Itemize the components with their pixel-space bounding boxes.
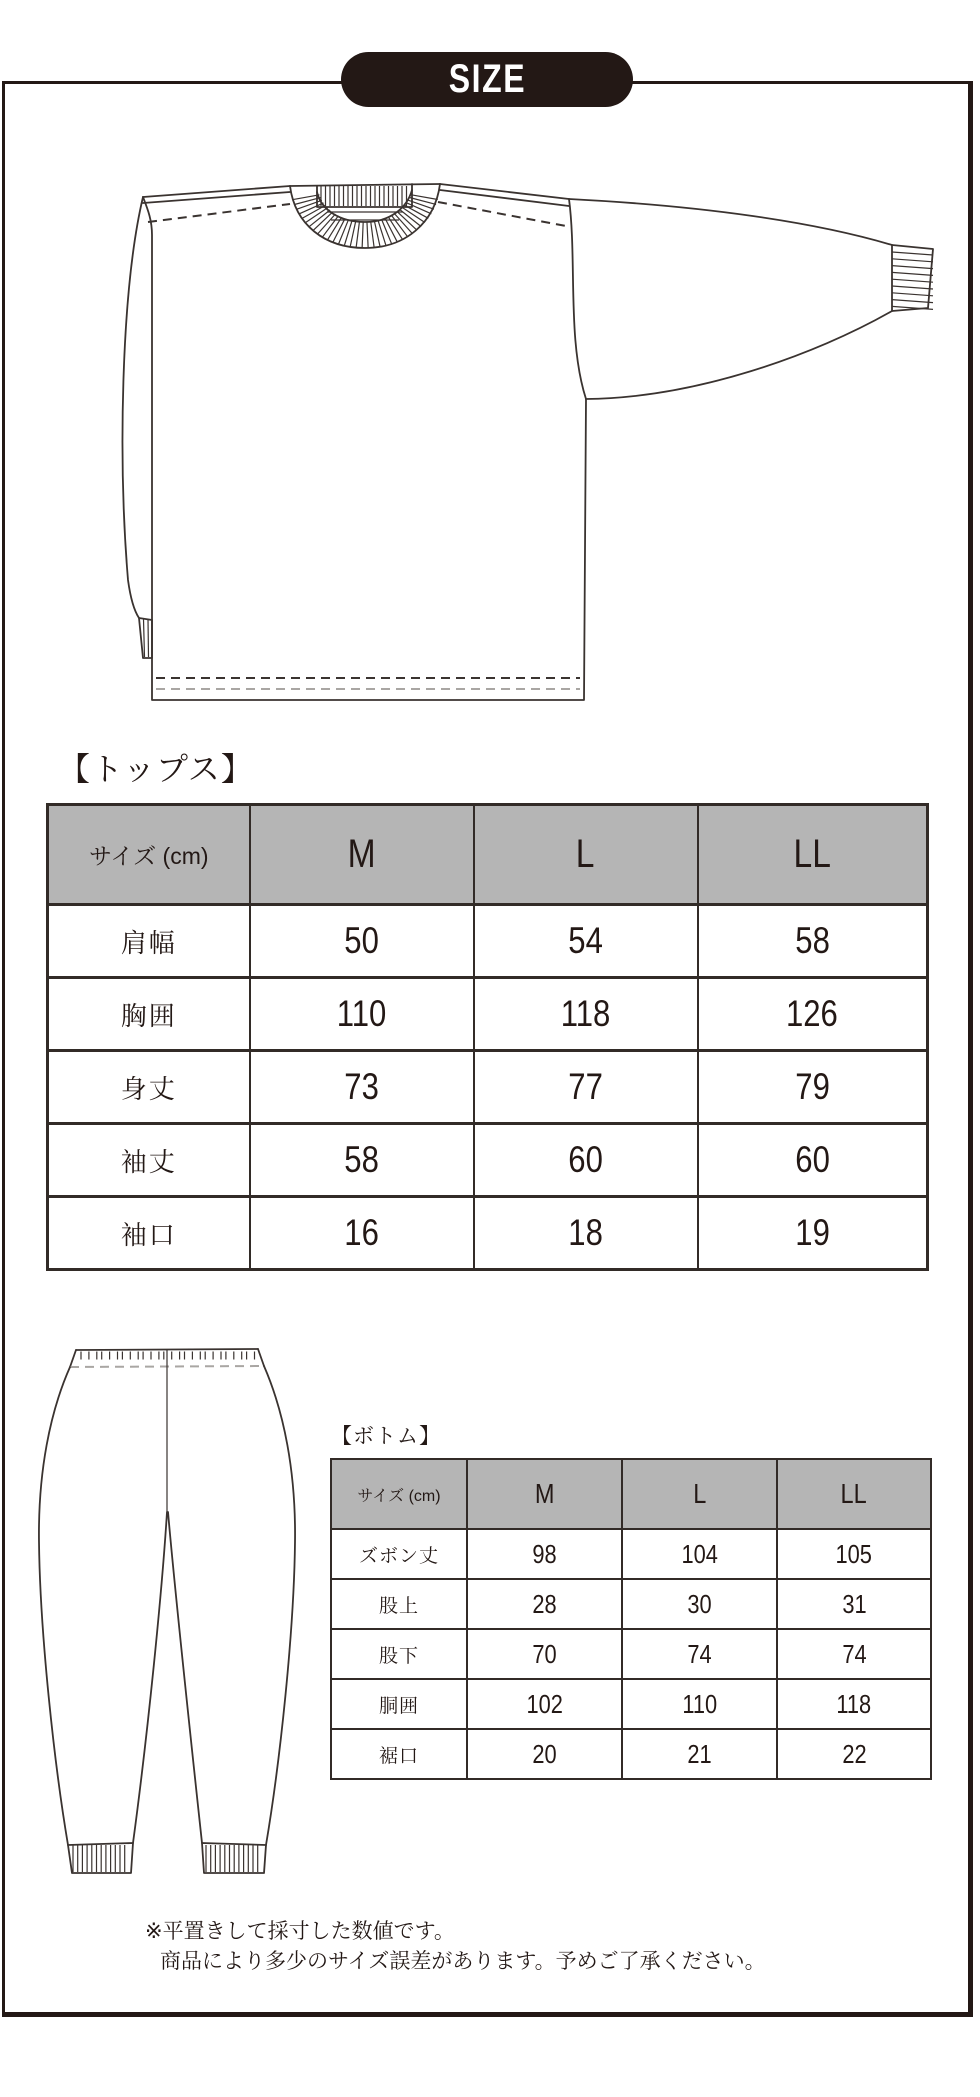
tops-size-table <box>46 803 929 1271</box>
size-value: 126 <box>698 978 928 1051</box>
size-value: 19 <box>698 1197 928 1270</box>
size-value: 20 <box>467 1729 622 1779</box>
row-label: 袖丈 <box>48 1124 250 1197</box>
size-value: 70 <box>467 1629 622 1679</box>
size-value: 16 <box>250 1197 474 1270</box>
row-label: 身丈 <box>48 1051 250 1124</box>
size-value: 21 <box>622 1729 777 1779</box>
pants-illustration <box>30 1332 300 1882</box>
column-header-l: L <box>622 1459 777 1529</box>
size-value: 110 <box>250 978 474 1051</box>
table-row <box>331 1529 931 1579</box>
table-row <box>48 1124 928 1197</box>
size-value: 28 <box>467 1579 622 1629</box>
size-value: 98 <box>467 1529 622 1579</box>
size-value: 105 <box>777 1529 931 1579</box>
size-value: 30 <box>622 1579 777 1629</box>
column-header-ll: LL <box>777 1459 931 1529</box>
size-value: 73 <box>250 1051 474 1124</box>
size-value: 58 <box>698 905 928 978</box>
bottoms-size-table <box>330 1458 932 1780</box>
table-header-row <box>48 805 928 905</box>
size-value: 79 <box>698 1051 928 1124</box>
row-label: 胸囲 <box>48 978 250 1051</box>
row-label: 肩幅 <box>48 905 250 978</box>
size-value: 31 <box>777 1579 931 1629</box>
size-value: 58 <box>250 1124 474 1197</box>
shirt-illustration <box>85 140 975 715</box>
size-value: 104 <box>622 1529 777 1579</box>
row-label: ズボン丈 <box>331 1529 467 1579</box>
size-value: 60 <box>474 1124 698 1197</box>
size-value: 74 <box>622 1629 777 1679</box>
size-value: 18 <box>474 1197 698 1270</box>
size-value: 77 <box>474 1051 698 1124</box>
size-value: 22 <box>777 1729 931 1779</box>
table-row <box>48 905 928 978</box>
row-label: 袖口 <box>48 1197 250 1270</box>
row-label: 股上 <box>331 1579 467 1629</box>
row-label: 胴囲 <box>331 1679 467 1729</box>
column-header-ll: LL <box>698 805 928 905</box>
table-header-row <box>331 1459 931 1529</box>
size-unit-header: サイズ (cm) <box>48 805 250 905</box>
row-label: 裾口 <box>331 1729 467 1779</box>
size-value: 50 <box>250 905 474 978</box>
footnote-line-2: 商品により多少のサイズ誤差があります。予めご了承ください。 <box>160 1950 766 1973</box>
bottoms-section-label: 【ボトム】 <box>331 1425 441 1448</box>
column-header-m: M <box>467 1459 622 1529</box>
size-badge-label: SIZE <box>448 57 526 101</box>
table-row <box>48 978 928 1051</box>
row-label: 股下 <box>331 1629 467 1679</box>
tops-section-label: 【トップス】 <box>58 751 254 787</box>
column-header-m: M <box>250 805 474 905</box>
size-badge <box>341 52 633 107</box>
table-row <box>331 1629 931 1679</box>
table-row <box>331 1679 931 1729</box>
footnote-line-1: ※平置きして採寸した数値です。 <box>145 1920 455 1943</box>
table-row <box>331 1579 931 1629</box>
size-value: 74 <box>777 1629 931 1679</box>
column-header-l: L <box>474 805 698 905</box>
size-value: 110 <box>622 1679 777 1729</box>
size-unit-header: サイズ (cm) <box>331 1459 467 1529</box>
measurement-footnote <box>145 1917 766 1977</box>
table-row <box>48 1197 928 1270</box>
size-value: 118 <box>474 978 698 1051</box>
table-row <box>331 1729 931 1779</box>
size-value: 118 <box>777 1679 931 1729</box>
table-row <box>48 1051 928 1124</box>
size-value: 102 <box>467 1679 622 1729</box>
size-value: 60 <box>698 1124 928 1197</box>
size-value: 54 <box>474 905 698 978</box>
